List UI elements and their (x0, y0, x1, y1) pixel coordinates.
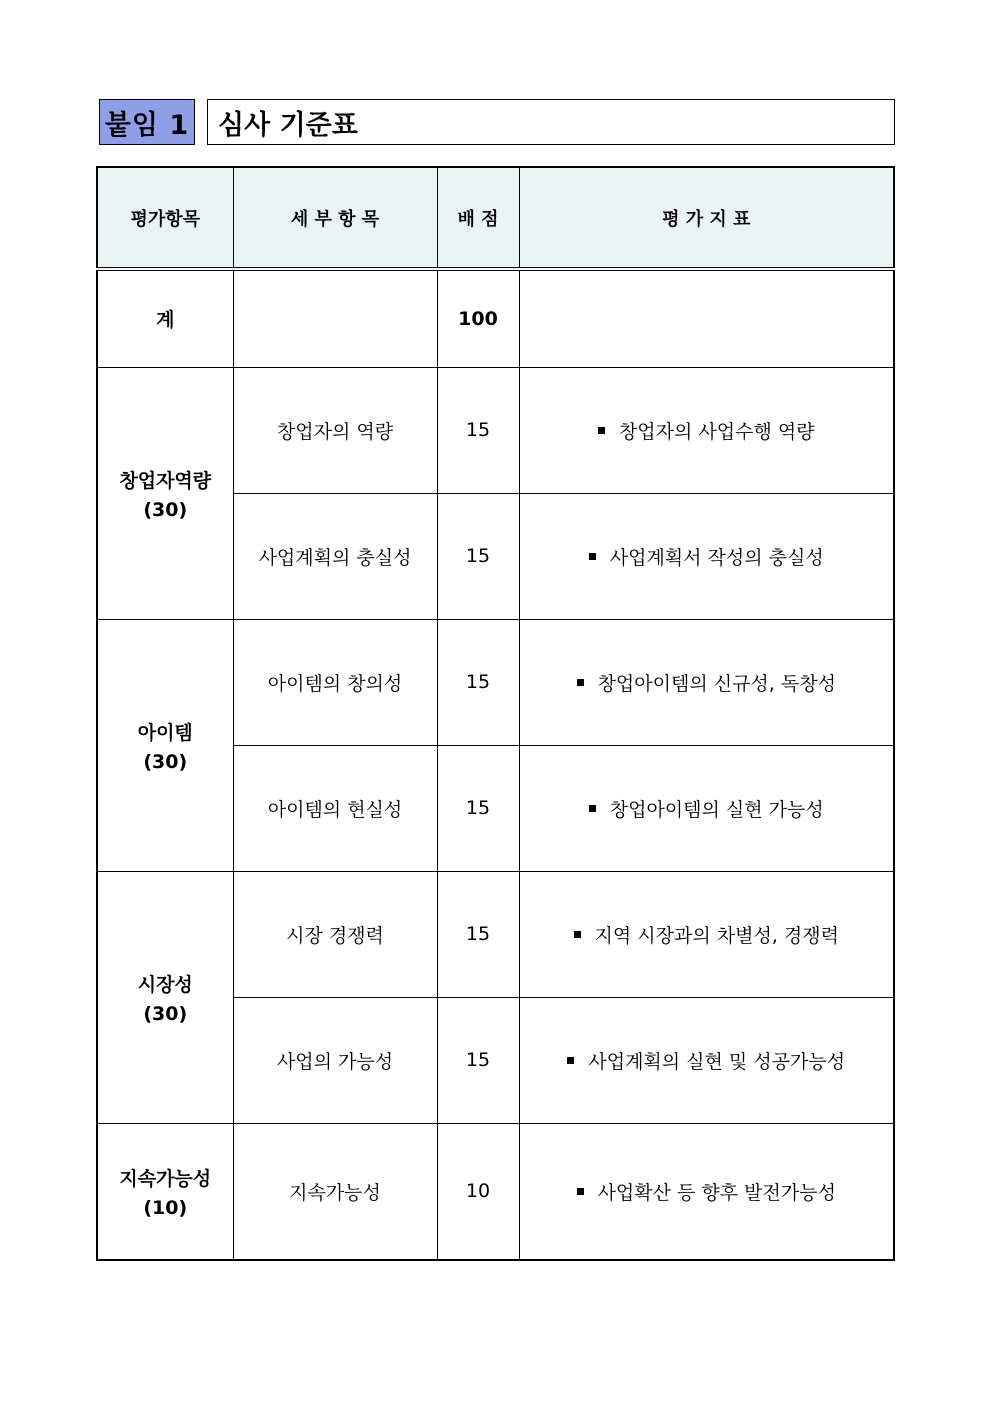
table-row (97, 871, 894, 997)
detail-item: 아이템의 현실성 (233, 745, 437, 871)
category-score: (30) (143, 498, 188, 521)
indicator-cell (519, 871, 894, 997)
square-bullet-icon (589, 805, 596, 812)
category-cell (97, 619, 233, 871)
total-indicator-empty (519, 269, 894, 367)
table-row (97, 1123, 894, 1260)
total-score: 100 (437, 269, 519, 367)
item-score: 15 (437, 619, 519, 745)
item-score: 15 (437, 493, 519, 619)
indicator-text: 창업자의 사업수행 역량 (618, 420, 815, 443)
square-bullet-icon (598, 427, 605, 434)
indicator-cell (519, 367, 894, 493)
item-score: 15 (437, 997, 519, 1123)
category-score: (10) (143, 1196, 188, 1219)
indicator-cell (519, 997, 894, 1123)
total-label: 계 (97, 269, 233, 367)
item-score: 10 (437, 1123, 519, 1260)
detail-item: 사업계획의 충실성 (233, 493, 437, 619)
indicator-cell (519, 745, 894, 871)
square-bullet-icon (567, 1057, 574, 1064)
indicator-cell (519, 493, 894, 619)
total-row (97, 269, 894, 367)
category-score: (30) (143, 750, 188, 773)
item-score: 15 (437, 871, 519, 997)
attachment-label: 붙임 1 (99, 99, 195, 145)
square-bullet-icon (577, 1188, 584, 1195)
square-bullet-icon (574, 931, 581, 938)
indicator-cell (519, 619, 894, 745)
detail-item: 아이템의 창의성 (233, 619, 437, 745)
category-name: 시장성 (137, 973, 193, 996)
category-name: 아이템 (137, 721, 193, 744)
column-header-score: 배 점 (437, 167, 519, 269)
category-cell (97, 1123, 233, 1260)
indicator-cell (519, 1123, 894, 1260)
indicator-text: 사업계획의 실현 및 성공가능성 (588, 1050, 846, 1073)
total-detail-empty (233, 269, 437, 367)
table-row (97, 619, 894, 745)
indicator-text: 창업아이템의 신규성, 독창성 (597, 672, 836, 695)
indicator-text: 사업확산 등 향후 발전가능성 (597, 1181, 836, 1204)
table-header-row (97, 167, 894, 269)
indicator-text: 사업계획서 작성의 충실성 (609, 546, 824, 569)
column-header-category: 평가항목 (97, 167, 233, 269)
category-name: 창업자역량 (119, 469, 212, 492)
column-header-indicator: 평 가 지 표 (519, 167, 894, 269)
category-score: (30) (143, 1002, 188, 1025)
detail-item: 창업자의 역량 (233, 367, 437, 493)
evaluation-criteria-table (96, 166, 895, 1261)
square-bullet-icon (589, 553, 596, 560)
column-header-detail: 세 부 항 목 (233, 167, 437, 269)
category-cell (97, 367, 233, 619)
detail-item: 시장 경쟁력 (233, 871, 437, 997)
item-score: 15 (437, 367, 519, 493)
detail-item: 사업의 가능성 (233, 997, 437, 1123)
document-header (99, 99, 895, 145)
table-row (97, 367, 894, 493)
document-title: 심사 기준표 (207, 99, 895, 145)
item-score: 15 (437, 745, 519, 871)
square-bullet-icon (577, 679, 584, 686)
category-cell (97, 871, 233, 1123)
detail-item: 지속가능성 (233, 1123, 437, 1260)
category-name: 지속가능성 (119, 1167, 212, 1190)
indicator-text: 지역 시장과의 차별성, 경쟁력 (594, 924, 839, 947)
indicator-text: 창업아이템의 실현 가능성 (609, 798, 824, 821)
